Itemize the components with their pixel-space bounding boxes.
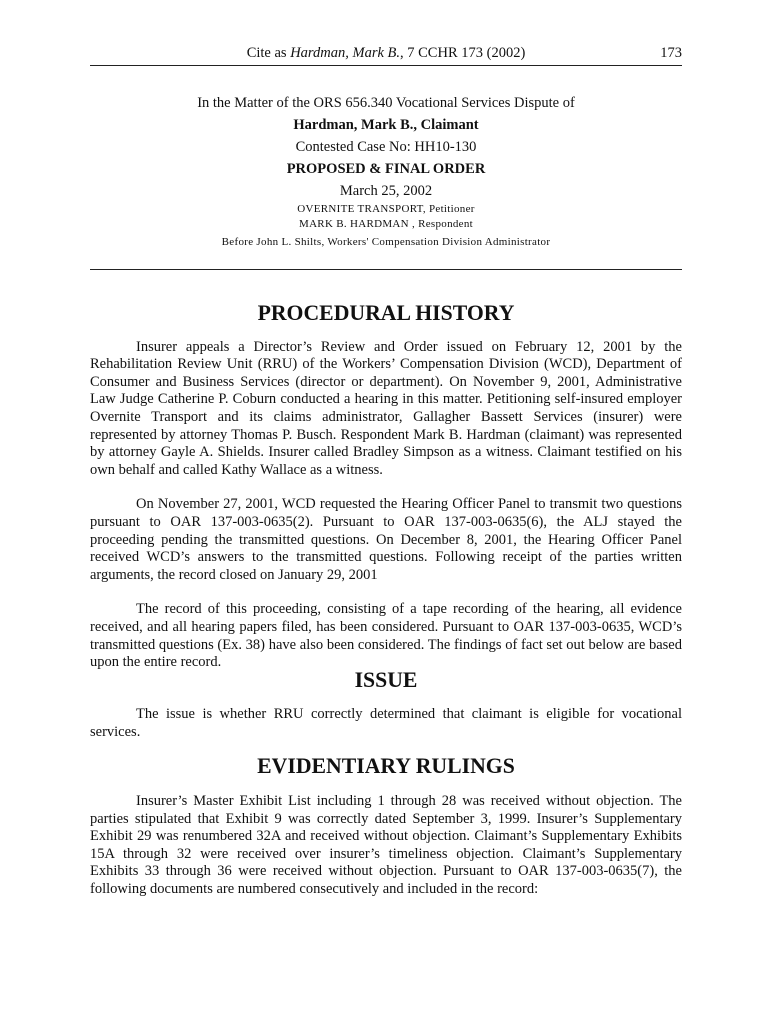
respondent-line: MARK B. HARDMAN , Respondent	[298, 218, 474, 230]
order-title: PROPOSED & FINAL ORDER	[286, 161, 486, 177]
order-date: March 25, 2002	[339, 183, 433, 199]
administrator-line: Before John L. Shilts, Workers' Compensation Division Administrator	[221, 236, 551, 248]
issue-paragraph: The issue is whether RRU correctly determined that claimant is eligible for vocational services.	[90, 706, 682, 740]
procedural-paragraph: On November 27, 2001, WCD requested the Hearing Officer Panel to transmit two questions pursuant to OAR 137-003-0635(2). Pursuant to OAR 137-003-0635(6), the ALJ stayed the proceeding pending the transmitted questions. On December 8, 2001, the Hearing Officer Panel received WCD’s answers to the transmitted questions. Following receipt of the parties written arguments, the record closed on January 29, 2001	[90, 496, 682, 583]
order-body	[90, 301, 682, 899]
cite-case-name: Hardman, Mark B.	[290, 45, 401, 61]
caption-rule	[90, 269, 682, 270]
cite-suffix: , 7 CCHR 173 (2002)	[400, 45, 526, 61]
citation	[90, 44, 682, 62]
claimant-line: Hardman, Mark B., Claimant	[293, 117, 479, 133]
procedural-paragraph: The record of this proceeding, consisting of a tape recording of the hearing, all evidence received, and all hearing papers filed, has been considered. Pursuant to OAR 137-003-0635, WCD’s transmitted questions (Ex. 38) have also been considered. The findings of fact set out below are based upon the entire record.	[90, 601, 682, 671]
case-number: Contested Case No: HH10-130	[295, 139, 477, 155]
matter-line: In the Matter of the ORS 656.340 Vocational Services Dispute of	[197, 95, 575, 111]
running-header	[90, 44, 682, 62]
evidentiary-rulings-heading: EVIDENTIARY RULINGS	[257, 754, 515, 779]
procedural-history-heading: PROCEDURAL HISTORY	[257, 301, 515, 325]
procedural-paragraph: Insurer appeals a Director’s Review and Order issued on February 12, 2001 by the Rehabilitation Review Unit (RRU) of the Workers’ Compensation Division (WCD), Department of Consumer and Business Services (director or department). On November 9, 2001, Administrative Law Judge Catherine P. Coburn conducted a hearing in this matter. Petitioning self-insured employer Overnite Transport and its claims administrator, Gallagher Bassett Services (insurer) were represented by attorney Thomas P. Busch. Respondent Mark B. Hardman (claimant) was represented by attorney Gayle A. Shields. Insurer called Bradley Simpson as a witness. Claimant testified on his own behalf and called Kathy Wallace as a witness.	[90, 338, 682, 478]
case-caption	[90, 92, 682, 252]
petitioner-line: OVERNITE TRANSPORT, Petitioner	[297, 203, 475, 215]
cite-prefix: Cite as	[246, 45, 291, 61]
page-number: 173	[660, 45, 682, 61]
issue-heading: ISSUE	[354, 667, 418, 692]
header-rule	[90, 65, 682, 66]
evidentiary-paragraph: Insurer’s Master Exhibit List including 1 through 28 was received without objection. The parties stipulated that Exhibit 9 was correctly dated September 3, 1999. Insurer’s Supplementary Exhibit 29 was renumbered 32A and received without objection. Claimant’s Supplementary Exhibits 15A through 32 were received over insurer’s timeliness objection. Claimant’s Supplementary Exhibits 33 through 36 were received without objection. Pursuant to OAR 137-003-0635(7), the following documents are numbered consecutively and included in the record:	[90, 793, 682, 898]
